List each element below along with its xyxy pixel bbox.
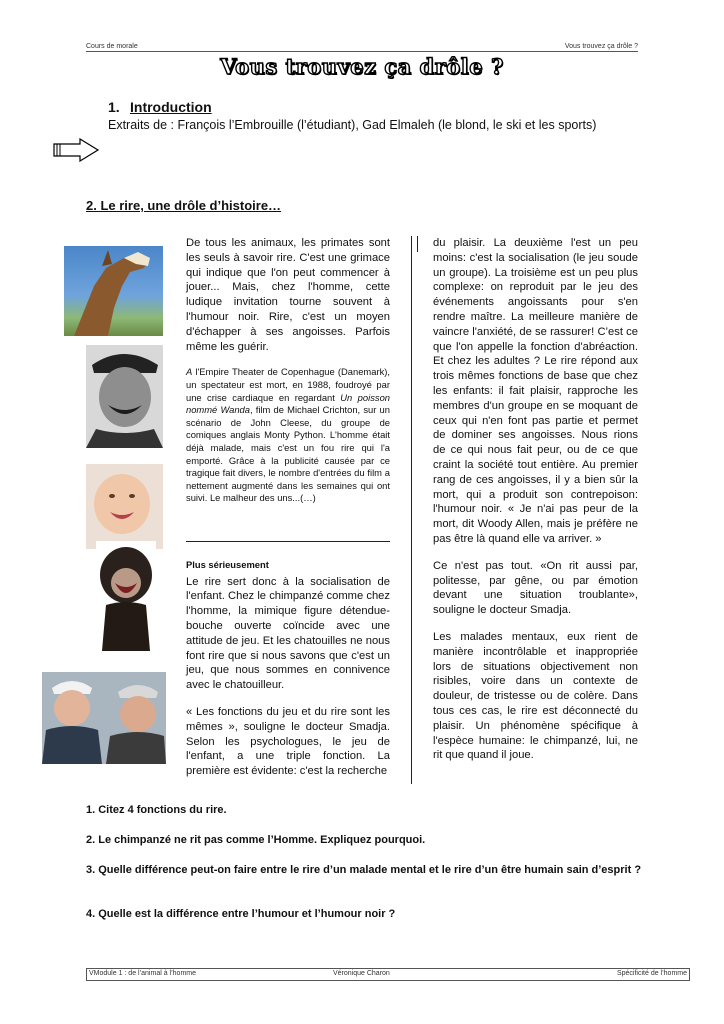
laughing-men-photo (42, 672, 166, 764)
question-2: 2. Le chimpanzé ne rit pas comme l’Homme. Expliquez pourquoi. (86, 834, 426, 846)
left-column-rule (186, 541, 390, 542)
footer-center: Véronique Charon (333, 970, 390, 977)
left-paragraph-1: De tous les animaux, les primates sont les seuls à savoir rire. C'est une grimace qui indique que l'on peut commencer à jouer... Mais, chez l'homme, cette ludique invitation tourne souvent à l'humour noir. Rire, c'est un moyen d'échapper à ses angoisses. Parfois même les guérir. (186, 237, 390, 353)
section-2-heading (86, 198, 281, 213)
right-arrow-icon (52, 138, 100, 162)
left-column (186, 236, 390, 517)
section-1-number: 1. (108, 99, 120, 115)
footer-bar (86, 968, 690, 981)
laughing-old-man-photo (86, 345, 163, 448)
section-2-title: 2. Le rire, une drôle d’histoire… (86, 198, 282, 213)
left-paragraph-4: « Les fonctions du jeu et du rire sont les mêmes », souligne le docteur Smadja. Selon les psychologues, le jeu de l'enfant, a une triple fonction. La première est évidente: c'est la recherche (186, 705, 390, 778)
laughing-baby-photo (86, 464, 163, 549)
subhead-plus-serieusement: Plus sérieusement (186, 559, 269, 570)
footer-right: Spécificité de l’homme (616, 970, 687, 977)
footer-left: VModule 1 : de l’animal à l’homme (89, 970, 196, 977)
right-paragraph-2: Ce n'est pas tout. «On rit aussi par, politesse, par gêne, ou par émotion devant une situation troublante», souligne le docteur Smadja. (433, 559, 638, 617)
laughing-chimpanzee-photo (96, 541, 156, 651)
anecdote-text-b: , film de Michael Crichton, sur un scénario de John Cleese, du groupe de comiques anglais Monty Python. L'homme était déjà malade, mais c'est un fou rire qui l'a emporté. Grâce à la publicité causée par ce tragique fait divers, le nombre d'entrées du film a nettement augmenté dans les semaines qui ont suivi. Le malheur des uns...(…) (186, 404, 390, 504)
section-1-title: Introduction (130, 99, 212, 115)
left-column-lower (186, 559, 390, 791)
column-divider-left (411, 236, 412, 784)
right-paragraph-1: du plaisir. La deuxième l'est un peu moins: c'est la socialisation (le jeu soude un groupe). La troisième est un peu plus complexe: on reproduit par le jeu des événements angoissants pour s'en rendre maître. La meilleure manière de vaincre l'anxiété, de se rassurer! C’est ce que l'on appelle la fonction d'abréaction. Et chez les adultes ? Le rire répond aux trois mêmes fonctions de base que chez les enfants: il fait plaisir, rapproche les membres d'un groupe en se moquant de ceux qui n'en font pas partie et permet de dominer ses angoisses. Nous rions de ce qui nous fait peur, ou de ce que craint la société tout entière. Au premier rang de ces angoisses, il y a bien sûr la mort, qui a produit son contrepoison: l'humour noir. « Je n'ai pas peur de la mort, dit Woody Allen, mais je préfère ne pas être là quand elle va arriver. » (433, 237, 638, 545)
right-column (433, 236, 638, 775)
header-rule (86, 51, 638, 52)
left-paragraph-anecdote (186, 366, 390, 505)
column-divider-right (417, 236, 418, 252)
section-1-heading (108, 99, 212, 115)
question-4: 4. Quelle est la différence entre l’humour et l’humour noir ? (86, 908, 396, 920)
laughing-horse-photo (64, 246, 163, 336)
question-1: 1. Citez 4 fonctions du rire. (86, 804, 227, 816)
page-title: Vous trouvez ça drôle ? (220, 54, 504, 79)
left-paragraph-3: Le rire sert donc à la socialisation de l'enfant. Chez le chimpanzé comme chez l'homme, la mimique figure détendue-bouche ouverte coïncide avec une attitude de jeu. Et les chatouilles ne nous font rire que si nous savons que c'est un jeu, que nous sommes en connivence avec le chatouilleur. (186, 575, 390, 692)
header-left: Cours de morale (86, 43, 138, 50)
anecdote-dropcap: A (186, 366, 193, 378)
question-3: 3. Quelle différence peut-on faire entre le rire d’un malade mental et le rire d’un être humain sain d’esprit ? (86, 864, 642, 876)
film-title: Un poisson nommé Wanda (186, 391, 390, 416)
anecdote-text-a: l'Empire Theater de Copenhague (Danemark), un spectateur est mort, en 1988, foudroyé par une crise cardiaque en regardant (186, 366, 390, 403)
header-right: Vous trouvez ça drôle ? (564, 43, 638, 50)
right-paragraph-3: Les malades mentaux, eux rient de manière incontrôlable et inappropriée lors de situations objectivement non risibles, voire dans un contexte de douleur, de tristesse ou de colère. Dans tous ces cas, le rire est déconnecté du plaisir. Un phénomène spécifique à l'espèce humaine: le chimpanzé, lui, ne rit que quand il joue. (433, 630, 638, 762)
section-1-subtitle: Extraits de : François l’Embrouille (l’étudiant), Gad Elmaleh (le blond, le ski et les sports) (108, 118, 597, 132)
